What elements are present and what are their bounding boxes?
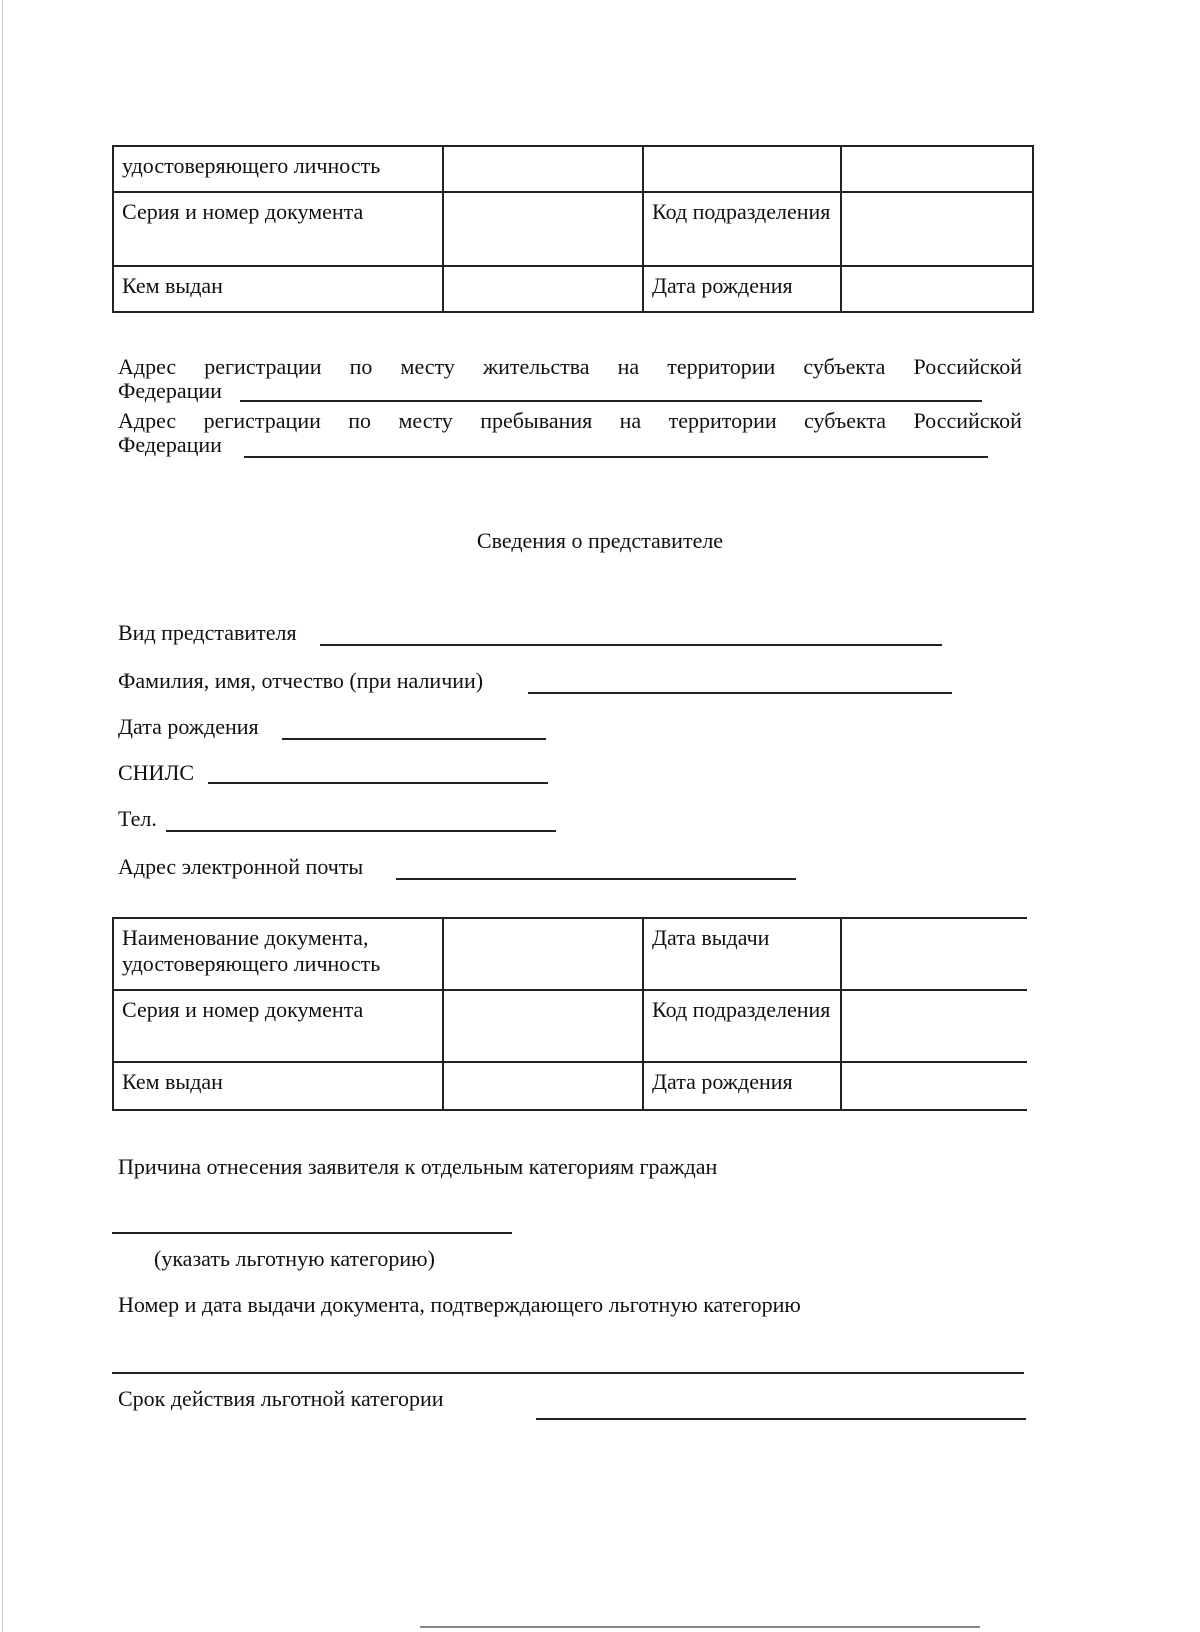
address-word: территории xyxy=(667,354,776,379)
table2-label-issued-by: Кем выдан xyxy=(113,1062,443,1110)
rep-email-label: Адрес электронной почты xyxy=(118,854,364,879)
table1-field-birth-date[interactable] xyxy=(841,266,1033,312)
table1-label-id-document: удостоверяющего личность xyxy=(113,146,443,192)
table1-cell-empty[interactable] xyxy=(443,146,643,192)
rep-snils-line[interactable] xyxy=(208,782,548,784)
representative-id-document-table xyxy=(112,917,1027,1111)
address-word: территории xyxy=(668,408,777,433)
address-word: жительства xyxy=(482,354,590,379)
address-word: пребывания xyxy=(480,408,593,433)
benefit-term-label: Срок действия льготной категории xyxy=(118,1386,444,1411)
rep-tel-label: Тел. xyxy=(118,806,157,831)
rep-type-label: Вид представителя xyxy=(118,620,297,645)
address-word: регистрации xyxy=(204,354,322,379)
address-word: субъекта xyxy=(804,408,887,433)
address-word: субъекта xyxy=(803,354,886,379)
table1-label-birth-date: Дата рождения xyxy=(643,266,841,312)
rep-snils-label: СНИЛС xyxy=(118,760,195,785)
rep-email-line[interactable] xyxy=(396,878,796,880)
address-word: регистрации xyxy=(203,408,321,433)
benefit-reason-label: Причина отнесения заявителя к отдельным категориям граждан xyxy=(118,1154,718,1179)
table2-field-issue-date[interactable] xyxy=(841,918,1027,990)
address-word: по xyxy=(348,408,372,433)
address-stay-label xyxy=(118,408,1022,434)
table1-field-division-code[interactable] xyxy=(841,192,1033,266)
benefit-category-line[interactable] xyxy=(112,1232,512,1234)
benefit-category-hint: (указать льготную категорию) xyxy=(154,1246,435,1271)
rep-type-line[interactable] xyxy=(320,644,942,646)
table1-label-issued-by: Кем выдан xyxy=(113,266,443,312)
address-word: месту xyxy=(400,354,455,379)
address-word: месту xyxy=(398,408,453,433)
table2-field-birth-date[interactable] xyxy=(841,1062,1027,1110)
rep-fio-label: Фамилия, имя, отчество (при наличии) xyxy=(118,668,484,693)
benefit-doc-label: Номер и дата выдачи документа, подтверждающего льготную категорию xyxy=(118,1292,801,1317)
rep-fio-line[interactable] xyxy=(528,692,952,694)
benefit-term-line[interactable] xyxy=(536,1418,1026,1420)
table1-cell-empty[interactable] xyxy=(643,146,841,192)
table1-label-division-code: Код подразделения xyxy=(643,192,841,266)
table1-field-series-number[interactable] xyxy=(443,192,643,266)
table2-field-document-name[interactable] xyxy=(443,918,643,990)
table2-label-document-name: Наименование документа, удостоверяющего личность xyxy=(113,918,443,990)
page-bottom-edge xyxy=(420,1626,980,1628)
table2-field-series-number[interactable] xyxy=(443,990,643,1062)
address-word: на xyxy=(619,408,642,433)
address-residence-label xyxy=(118,354,1022,380)
address-word: Российской xyxy=(913,354,1022,379)
table2-label-issue-date: Дата выдачи xyxy=(643,918,841,990)
address-word: Российской xyxy=(913,408,1022,433)
table2-label-birth-date: Дата рождения xyxy=(643,1062,841,1110)
benefit-doc-line[interactable] xyxy=(112,1372,1024,1374)
rep-birth-line[interactable] xyxy=(282,738,546,740)
table2-label-series-number: Серия и номер документа xyxy=(113,990,443,1062)
address-residence-line[interactable] xyxy=(240,400,982,402)
address-word: Адрес xyxy=(118,408,177,433)
rep-birth-label: Дата рождения xyxy=(118,714,259,739)
rep-tel-line[interactable] xyxy=(166,830,556,832)
table2-field-division-code[interactable] xyxy=(841,990,1027,1062)
applicant-id-document-table xyxy=(112,145,1034,313)
address-word: по xyxy=(349,354,373,379)
address-word: Адрес xyxy=(118,354,177,379)
address-stay-line[interactable] xyxy=(244,456,988,458)
address-residence-cont: Федерации xyxy=(118,378,222,403)
section-title: Сведения о представителе xyxy=(476,528,724,553)
address-word: на xyxy=(617,354,640,379)
table2-label-division-code: Код подразделения xyxy=(643,990,841,1062)
address-stay-cont: Федерации xyxy=(118,432,222,457)
table2-field-issued-by[interactable] xyxy=(443,1062,643,1110)
scan-edge xyxy=(2,0,3,1632)
table1-field-issued-by[interactable] xyxy=(443,266,643,312)
table1-cell-empty[interactable] xyxy=(841,146,1033,192)
table1-label-series-number: Серия и номер документа xyxy=(113,192,443,266)
